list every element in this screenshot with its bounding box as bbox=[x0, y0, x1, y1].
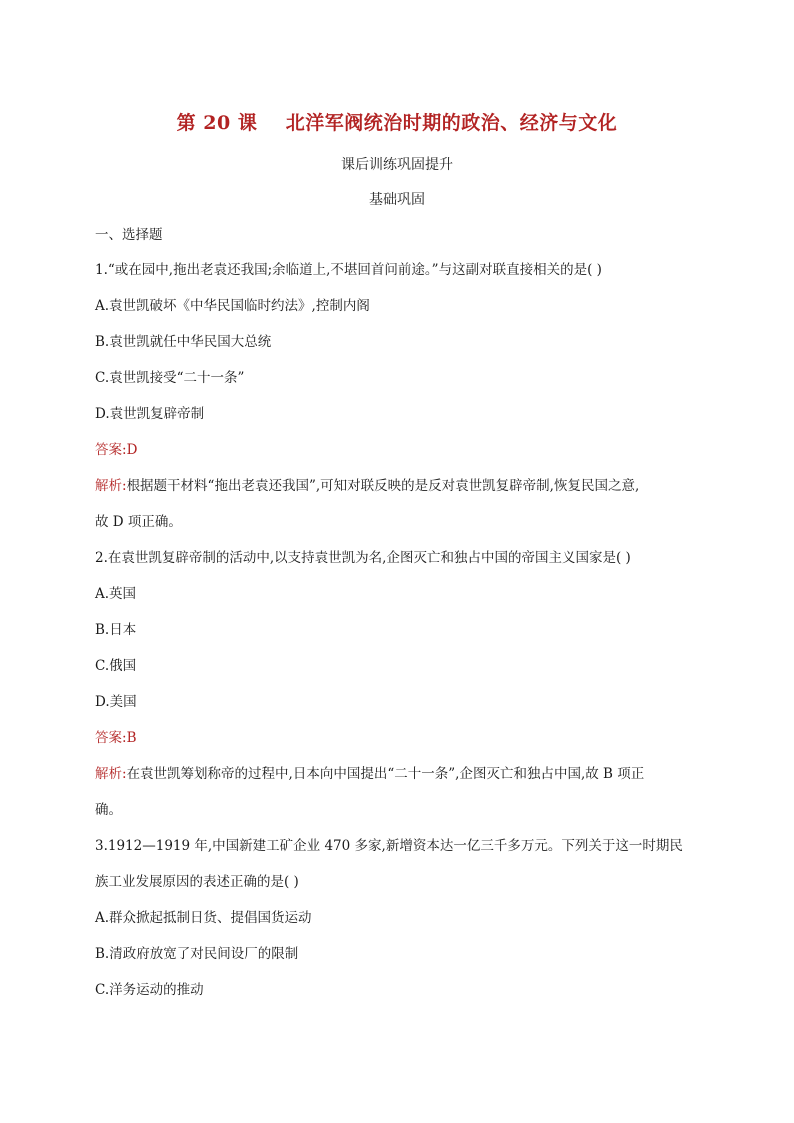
question-2-option-c: C.俄国 bbox=[95, 658, 137, 674]
question-2-option-a: A.英国 bbox=[95, 586, 137, 602]
answer-label: 答案: bbox=[95, 442, 127, 458]
question-1-option-d: D.袁世凯复辟帝制 bbox=[95, 406, 205, 422]
question-1-option-c: C.袁世凯接受“二十一条” bbox=[95, 370, 245, 386]
question-1-option-a: A.袁世凯破坏《中华民国临时约法》,控制内阁 bbox=[95, 298, 370, 314]
question-3-stem-cont: 族工业发展原因的表述正确的是( ) bbox=[95, 874, 299, 890]
analysis-text: 根据题干材料“拖出老袁还我国”,可知对联反映的是反对袁世凯复辟帝制,恢复民国之意, bbox=[126, 478, 640, 494]
question-2-option-d: D.美国 bbox=[95, 694, 137, 710]
answer-value: B bbox=[126, 730, 137, 746]
question-1-analysis bbox=[95, 477, 705, 495]
section-subtitle-practice: 课后训练巩固提升 bbox=[341, 157, 453, 173]
question-2-option-b: B.日本 bbox=[95, 622, 137, 638]
answer-value: D bbox=[126, 442, 138, 458]
question-2-analysis-cont: 确。 bbox=[95, 802, 122, 818]
question-2-answer bbox=[95, 729, 705, 747]
question-1-answer bbox=[95, 441, 705, 459]
question-3-option-c: C.洋务运动的推动 bbox=[95, 982, 204, 998]
question-3-option-a: A.群众掀起抵制日货、提倡国货运动 bbox=[95, 910, 312, 926]
question-1-stem: 1.“或在园中,拖出老袁还我国;余临道上,不堪回首问前途。”与这副对联直接相关的是( ) bbox=[95, 262, 602, 278]
section-subtitle-basic: 基础巩固 bbox=[369, 192, 425, 208]
question-1-analysis-cont: 故 D 项正确。 bbox=[95, 514, 182, 530]
lesson-title: 第 20 课 北洋军阀统治时期的政治、经济与文化 bbox=[176, 112, 618, 134]
question-3-stem: 3.1912—1919 年,中国新建工矿企业 470 多家,新增资本达一亿三千多万元。下列关于这一时期民 bbox=[95, 838, 683, 854]
question-2-stem: 2.在袁世凯复辟帝制的活动中,以支持袁世凯为名,企图灭亡和独占中国的帝国主义国家是( ) bbox=[95, 550, 631, 566]
question-1-option-b: B.袁世凯就任中华民国大总统 bbox=[95, 334, 272, 350]
analysis-label: 解析: bbox=[95, 766, 127, 782]
analysis-text: 在袁世凯筹划称帝的过程中,日本向中国提出“二十一条”,企图灭亡和独占中国,故 B 项正 bbox=[126, 766, 645, 782]
question-3-option-b: B.清政府放宽了对民间设厂的限制 bbox=[95, 946, 299, 962]
answer-label: 答案: bbox=[95, 730, 127, 746]
part-heading: 一、选择题 bbox=[95, 227, 163, 243]
analysis-label: 解析: bbox=[95, 478, 127, 494]
question-2-analysis bbox=[95, 765, 705, 783]
